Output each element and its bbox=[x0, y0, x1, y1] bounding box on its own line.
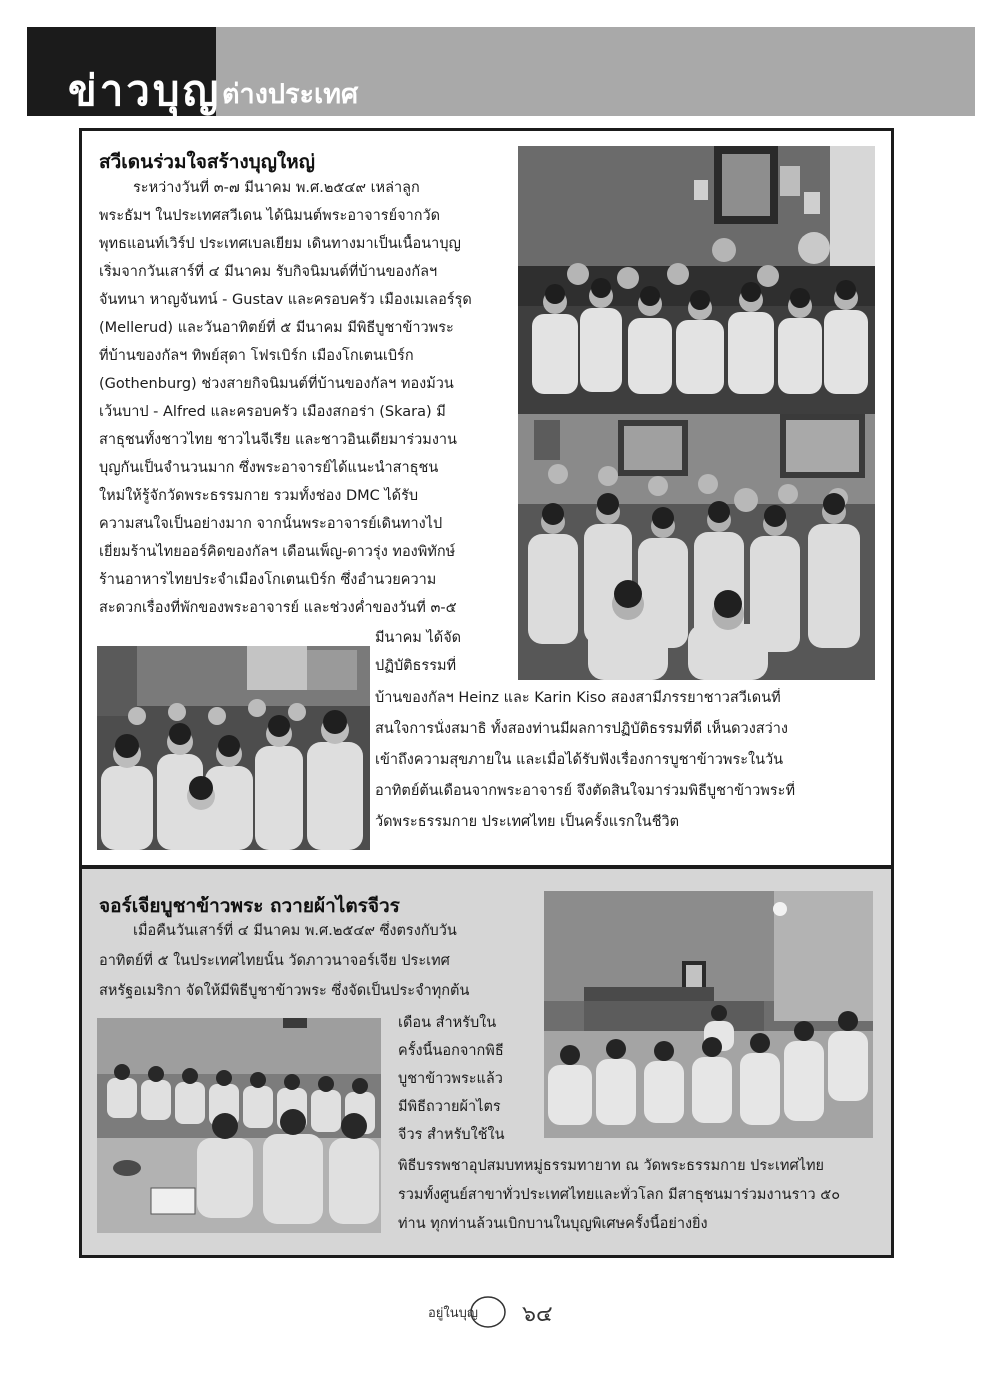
article-georgia-line: ท่าน ทุกท่านล้วนเบิกบานในบุญพิเศษครั้งนี้อย่างยิ่ง bbox=[398, 1216, 708, 1232]
article-sweden-line: บุญกันเป็นจำนวนมาก ซึ่งพระอาจารย์ได้แนะนำสาธุชน bbox=[99, 460, 439, 476]
article-sweden-line: บ้านของกัลฯ Heinz และ Karin Kiso สองสามีภรรยาชาวสวีเดนที่ bbox=[375, 690, 781, 706]
article-sweden-line: สะดวกเรื่องที่พักของพระอาจารย์ และช่วงค่ำของวันที่ ๓-๕ bbox=[99, 600, 457, 616]
article-sweden-line: ที่บ้านของกัลฯ ทิพย์สุดา โฟรเบิร์ก เมืองโกเตนเบิร์ก bbox=[99, 348, 414, 364]
article-sweden-line: (Mellerud) และวันอาทิตย์ที่ ๕ มีนาคม มีพิธีบูชาข้าวพระ bbox=[99, 320, 454, 336]
article-sweden-line: (Gothenburg) ช่วงสายกิจนิมนต์ที่บ้านของกัลฯ ทองม้วน bbox=[99, 376, 454, 392]
article-georgia-line: รวมทั้งศูนย์สาขาทั่วประเทศไทยและทั่วโลก มีสาธุชนมาร่วมงานราว ๕๐ bbox=[398, 1187, 841, 1203]
photo-sweden-congregation bbox=[97, 646, 370, 850]
article-sweden-line: สาธุชนทั้งชาวไทย ชาวไนจีเรีย และชาวอินเดียมาร่วมงาน bbox=[99, 432, 457, 448]
article-georgia-line: พิธีบรรพชาอุปสมบทหมู่ธรรมทายาท ณ วัดพระธรรมกาย ประเทศไทย bbox=[398, 1158, 825, 1174]
article-sweden-line: พระธัมฯ ในประเทศสวีเดน ได้นิมนต์พระอาจารย์จากวัด bbox=[99, 208, 441, 224]
article-sweden-line: เริ่มจากวันเสาร์ที่ ๔ มีนาคม รับกิจนิมนต์ที่บ้านของกัลฯ bbox=[99, 264, 438, 280]
article-sweden-line: สนใจการนั่งสมาธิ ทั้งสองท่านมีผลการปฏิบัติธรรมที่ดี เห็นดวงสว่าง bbox=[375, 721, 788, 737]
article-sweden-line: จันทนา หาญจันทน์ - Gustav และครอบครัว เมืองเมเลอร์รุด bbox=[99, 292, 472, 308]
article-sweden-line: มีนาคม ได้จัด bbox=[375, 630, 462, 646]
article-sweden-line: ระหว่างวันที่ ๓-๗ มีนาคม พ.ศ.๒๕๔๙ เหล่าลูก bbox=[133, 180, 420, 196]
article-sweden-line: เข้าถึงความสุขภายใน และเมื่อได้รับฟังเรื่องการบูชาข้าวพระในวัน bbox=[375, 752, 784, 768]
page-number: ๖๔ bbox=[522, 1302, 553, 1327]
article-georgia-line: มีพิธีถวายผ้าไตร bbox=[398, 1099, 501, 1115]
photo-georgia-seated-rows bbox=[97, 1018, 381, 1233]
article-georgia-line: เดือน สำหรับใน bbox=[398, 1015, 497, 1031]
photo-georgia-hall-ceremony bbox=[544, 891, 873, 1138]
photo-sweden-group-seated bbox=[518, 414, 875, 680]
article-sweden-line: ความสนใจเป็นอย่างมาก จากนั้นพระอาจารย์เดินทางไป bbox=[99, 516, 443, 532]
article-sweden-line: วัดพระธรรมกาย ประเทศไทย เป็นครั้งแรกในชีวิต bbox=[375, 814, 680, 830]
article-georgia-line: สหรัฐอเมริกา จัดให้มีพิธีบูชาข้าวพระ ซึ่งจัดเป็นประจำทุกต้น bbox=[99, 983, 470, 999]
article-sweden-headline: สวีเดนร่วมใจสร้างบุญใหญ่ bbox=[99, 151, 315, 173]
article-georgia-line: อาทิตย์ที่ ๕ ในประเทศไทยนั้น วัดภาวนาจอร์เจีย ประเทศ bbox=[99, 953, 450, 969]
article-sweden-line: พุทธแอนท์เวิร์ป ประเทศเบลเยียม เดินทางมาเป็นเนื้อนาบุญ bbox=[99, 236, 461, 252]
article-sweden-line: ใหม่ให้รู้จักวัดพระธรรมกาย รวมทั้งช่อง DMC ได้รับ bbox=[99, 488, 419, 504]
article-sweden-line: เว้นบาป - Alfred และครอบครัว เมืองสกอร่า (Skara) มี bbox=[99, 404, 446, 420]
section-title: ข่าวบุญ bbox=[68, 66, 222, 115]
magazine-logo-text: อยู่ในบุญ bbox=[428, 1306, 478, 1321]
article-georgia-headline: จอร์เจียบูชาข้าวพระ ถวายผ้าไตรจีวร bbox=[99, 895, 400, 917]
magazine-logo bbox=[424, 1293, 520, 1331]
article-sweden-line: ปฏิบัติธรรมที่ bbox=[375, 658, 457, 674]
article-sweden-line: ร้านอาหารไทยประจำเมืองโกเตนเบิร์ก ซึ่งอำนวยความ bbox=[99, 572, 437, 588]
photo-sweden-group-living-room bbox=[518, 146, 875, 414]
section-subtitle: ต่างประเทศ bbox=[222, 79, 359, 110]
article-sweden-line: อาทิตย์ต้นเดือนจากพระอาจารย์ จึงตัดสินใจมาร่วมพิธีบูชาข้าวพระที่ bbox=[375, 783, 795, 799]
article-georgia-line: ครั้งนี้นอกจากพิธี bbox=[398, 1043, 504, 1059]
article-georgia-line: เมื่อคืนวันเสาร์ที่ ๔ มีนาคม พ.ศ.๒๕๔๙ ซึ่งตรงกับวัน bbox=[133, 923, 457, 939]
article-georgia-line: บูชาข้าวพระแล้ว bbox=[398, 1071, 503, 1087]
article-sweden-line: เยี่ยมร้านไทยออร์คิดของกัลฯ เดือนเพ็ญ-ดาวรุ่ง ทองพิทักษ์ bbox=[99, 544, 456, 560]
article-georgia-line: จีวร สำหรับใช้ใน bbox=[398, 1127, 505, 1143]
